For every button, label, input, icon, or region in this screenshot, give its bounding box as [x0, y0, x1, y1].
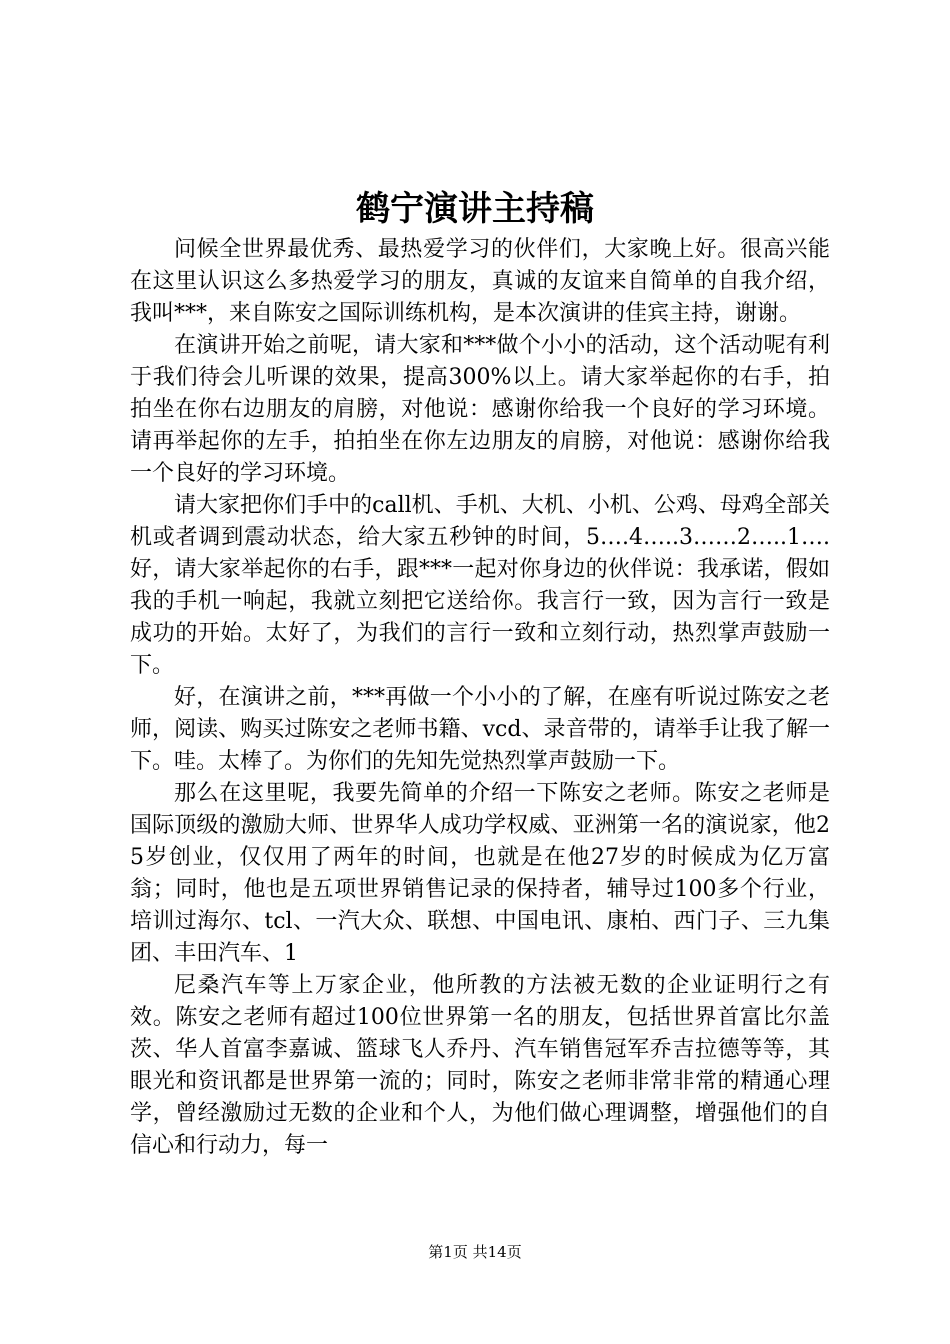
paragraph: 那么在这里呢，我要先简单的介绍一下陈安之老师。陈安之老师是国际顶级的激励大师、世界华人成功学权威、亚洲第一名的演说家，他25岁创业，仅仅用了两年的时间，也就是在他27岁的时候成为亿万富翁；同时，他也是五项世界销售记录的保持者，辅导过100多个行业，培训过海尔、tcl、一汽大众、联想、中国电讯、康柏、西门子、三九集团、丰田汽车、1 — [130, 781, 830, 966]
document-body — [130, 234, 830, 1162]
document-title: 鹤宁演讲主持稿 — [356, 189, 594, 229]
paragraph: 尼桑汽车等上万家企业，他所教的方法被无数的企业证明行之有效。陈安之老师有超过100位世界第一名的朋友，包括世界首富比尔盖茨、华人首富李嘉诚、篮球飞人乔丹、汽车销售冠军乔吉拉德等等，其眼光和资讯都是世界第一流的；同时，陈安之老师非常非常的精通心理学，曾经激励过无数的企业和个人，为他们做心理调整，增强他们的自信心和行动力，每一 — [130, 973, 830, 1158]
paragraph: 在演讲开始之前呢，请大家和***做个小小的活动，这个活动呢有利于我们待会儿听课的效果，提高300%以上。请大家举起你的右手，拍拍坐在你右边朋友的肩膀，对他说：感谢你给我一个良好的学习环境。请再举起你的左手，拍拍坐在你左边朋友的肩膀，对他说：感谢你给我一个良好的学习环境。 — [130, 333, 830, 486]
paragraph: 问候全世界最优秀、最热爱学习的伙伴们，大家晚上好。很高兴能在这里认识这么多热爱学习的朋友，真诚的友谊来自简单的自我介绍，我叫***，来自陈安之国际训练机构，是本次演讲的佳宾主持，谢谢。 — [130, 237, 830, 326]
paragraph: 请大家把你们手中的call机、手机、大机、小机、公鸡、母鸡全部关机或者调到震动状态，给大家五秒钟的时间，5….4…..3……2…..1….好，请大家举起你的右手，跟***一起对你身边的伙伴说：我承诺，假如我的手机一响起，我就立刻把它送给你。我言行一致，因为言行一致是成功的开始。太好了，为我们的言行一致和立刻行动，热烈掌声鼓励一下。 — [130, 493, 830, 678]
page-footer: 第1页 共14页 — [428, 1243, 522, 1261]
paragraph: 好，在演讲之前，***再做一个小小的了解，在座有听说过陈安之老师，阅读、购买过陈安之老师书籍、vcd、录音带的，请举手让我了解一下。哇。太棒了。为你们的先知先觉热烈掌声鼓励一下。 — [130, 685, 830, 774]
